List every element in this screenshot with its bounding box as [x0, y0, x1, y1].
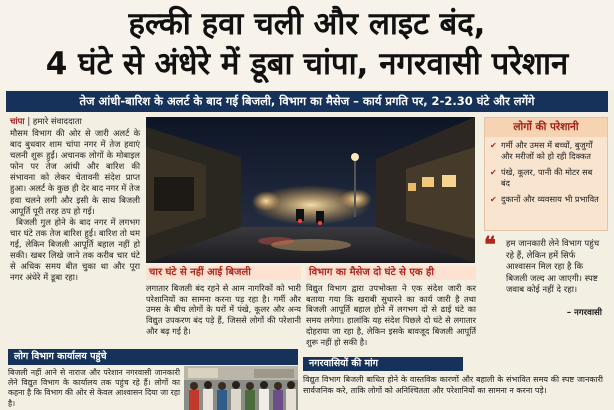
sidebar-item-text: पंखे, कूलर, पानी की मोटर सब बंद	[501, 167, 593, 188]
quote-author: – नगरवासी	[566, 308, 602, 318]
check-icon: ✔	[490, 141, 497, 150]
section-citizens-demand	[303, 357, 606, 410]
sidebar-list	[485, 140, 607, 211]
night-street-illustration	[146, 117, 475, 263]
citizen-quote	[484, 234, 606, 329]
sidebar-item	[485, 167, 607, 188]
public-problems-sidebar	[484, 117, 608, 231]
section-message-body: विद्युत विभाग द्वारा उपभोक्ता ने एक संदेश जारी कर बताया गया कि खराबी सुधारने का कार्य जारी है तथा बिजली आपूर्ति बहाल होने में लगभग दो से ढाई घंटे का समय लगेगा। हालांकि यह संदेश पिछले दो घंटे से लगातार दोहराया जा रहा है, लेकिन इसके बावजूद बिजली आपूर्ति शुरू नहीं हो सकी है।	[306, 283, 476, 347]
section-office-heading: लोग विभाग कार्यालय पहुंचे	[8, 349, 298, 365]
section-department-message	[306, 266, 476, 347]
crowd-illustration	[184, 366, 298, 410]
sidebar-item	[485, 140, 607, 161]
section-demand-heading: नगरवासियों की मांग	[303, 357, 463, 371]
headline-line-1: हल्की हवा चली और लाइट बंद,	[128, 6, 486, 42]
check-icon: ✔	[490, 195, 497, 204]
main-story-paragraph-2: बिजली गुल होने के बाद नगर में लगभग चार घंटे तक तेज बारिश हुई। बारिश तो थम गई, लेकिन बिजली आपूर्ति बहाल नहीं हो सकी। खबर लिखे जाने तक करीब चार घंटे से अधिक समय बीत चुका था और पूरा नगर अंधेरे में डूबा रहा।	[10, 216, 140, 283]
sidebar-item-text: दुकानों और व्यवसाय भी प्रभावित	[501, 194, 599, 204]
section-four-hours-body: लगातार बिजली बंद रहने से आम नागरिकों को भारी परेशानियों का सामना करना पड़ रहा है। गर्मी और उमस के बीच लोगों के घरों में पंखे, कूलर और अन्य विद्युत उपकरण बंद पड़े हैं, जिससे लोगों की परेशानी और बढ़ गई है।	[146, 283, 301, 336]
byline	[10, 116, 82, 127]
section-four-hours-heading: चार घंटे से नहीं आई बिजली	[146, 266, 301, 280]
quote-mark-icon: ❝	[484, 232, 496, 258]
main-story	[10, 128, 140, 283]
section-office-visit	[8, 349, 298, 410]
quote-text: हम जानकारी लेने विभाग पहुंच रहे हैं, लेकिन हमें सिर्फ आश्वासन मिल रहा है कि बिजली जल्द आ जाएगी। स्पष्ट जवाब कोई नहीं दे रहा।	[506, 239, 600, 295]
section-office-body: बिजली नहीं आने से नाराज और परेशान नगरवासी जानकारी लेने विद्युत विभाग के कार्यालय तक पहुंच रहे हैं। लोगों का कहना है कि विभाग की ओर से केवल आश्वासन दिया जा रहा है।	[8, 368, 180, 408]
sidebar-item-text: गर्मी और उमस में बच्चों, बुजुर्गों और मरीजों को हो रही दिक्कत	[501, 140, 593, 161]
headline	[0, 0, 614, 90]
section-message-heading: विभाग का मैसेज दो घंटे से एक ही	[306, 266, 476, 280]
check-icon: ✔	[490, 168, 497, 177]
section-demand-body: विद्युत विभाग बिजली बाधित होने के वास्तविक कारणों और बहाली के संभावित समय की स्पष्ट जानकारी सार्वजनिक करे, ताकि लोगों को अनिश्चितता और परेशानियों का सामना न करना पड़े।	[303, 375, 603, 395]
crowd-photo	[184, 366, 298, 410]
reporter-credit: | हमारे संवाददाता	[24, 117, 82, 127]
sidebar-item	[485, 194, 607, 205]
main-story-paragraph-1: मौसम विभाग की ओर से जारी अलर्ट के बाद बुधवार शाम चांपा नगर में तेज हवाएं चलनी शुरू हुईं। अचानक लोगों के मोबाइल फोन पर तेज आंधी और बारिश की संभावना को लेकर चेतावनी संदेश प्राप्त हुआ। अलर्ट के कुछ ही देर बाद नगर में तेज हवा चलने लगी और इसी के साथ बिजली आपूर्ति पूरी तरह ठप हो गई।	[10, 128, 140, 216]
dateline-place: चांपा	[10, 117, 25, 127]
night-street-photo	[146, 117, 475, 263]
headline-line-2: 4 घंटे से अंधेरे में डूबा चांपा, नगरवासी परेशान	[45, 46, 569, 82]
subheadline-bar: तेज आंधी-बारिश के अलर्ट के बाद गई बिजली, विभाग का मैसेज – कार्य प्रगति पर, 2-2.30 घंटे और लगेंगे	[6, 91, 608, 112]
sidebar-title: लोगों की परेशानी	[485, 118, 607, 137]
section-four-hours	[146, 266, 301, 337]
